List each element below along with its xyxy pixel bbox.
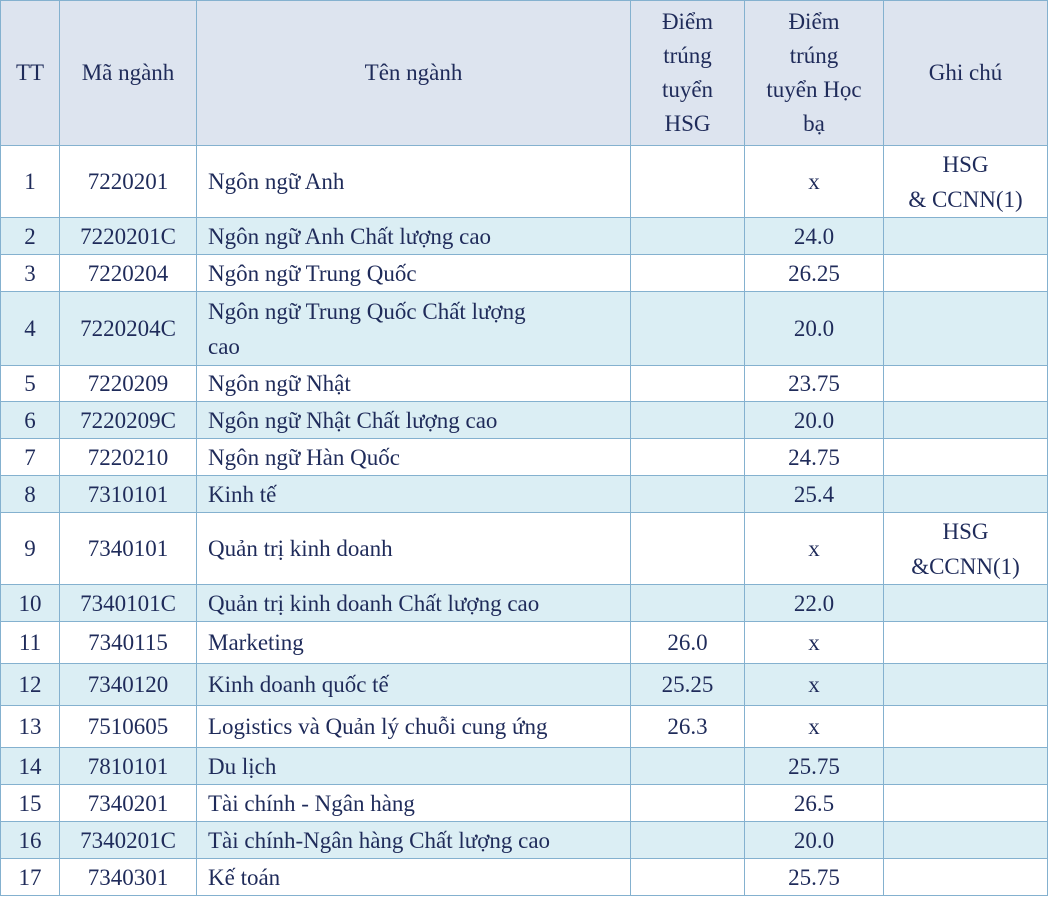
cell-hsg	[631, 255, 745, 292]
cell-note	[884, 146, 1048, 218]
cell-note	[884, 402, 1048, 439]
cell-name	[197, 822, 631, 859]
header-hocba	[745, 1, 884, 146]
cell-code: 7810101	[60, 748, 197, 785]
cell-hocba: 24.0	[745, 218, 884, 255]
header-name: Tên ngành	[197, 1, 631, 146]
cell-code: 7340201	[60, 785, 197, 822]
cell-name-line: Kinh doanh quốc tế	[208, 672, 389, 697]
cell-code: 7220201	[60, 146, 197, 218]
cell-hocba: 20.0	[745, 822, 884, 859]
table-row	[1, 622, 1048, 664]
header-hsg-line: Điểm	[661, 9, 714, 34]
cell-code: 7310101	[60, 476, 197, 513]
cell-code: 7220210	[60, 439, 197, 476]
cell-code: 7220209C	[60, 402, 197, 439]
header-code: Mã ngành	[60, 1, 197, 146]
table-row	[1, 785, 1048, 822]
header-note: Ghi chú	[884, 1, 1048, 146]
cell-hsg	[631, 366, 745, 402]
cell-name	[197, 476, 631, 513]
cell-name	[197, 402, 631, 439]
cell-note-line: HSG	[942, 518, 989, 544]
cell-name	[197, 585, 631, 622]
table-row	[1, 402, 1048, 439]
table-row	[1, 218, 1048, 255]
header-hsg-line: HSG	[664, 111, 711, 136]
cell-tt: 4	[1, 292, 60, 366]
cell-name-line: Kế toán	[208, 864, 281, 890]
cell-hocba: x	[745, 622, 884, 664]
cell-hocba: 25.4	[745, 476, 884, 513]
cell-note-line: & CCNN(1)	[908, 186, 1023, 212]
cell-tt: 11	[1, 622, 60, 664]
cell-note	[884, 822, 1048, 859]
cell-name	[197, 622, 631, 664]
cell-name-line: Tài chính - Ngân hàng	[208, 790, 415, 816]
header-hocba-line: trúng	[789, 43, 839, 68]
table-row	[1, 292, 1048, 366]
cell-hocba: x	[745, 664, 884, 706]
cell-name-line: Ngôn ngữ Trung Quốc Chất lượng	[208, 298, 526, 324]
cell-note	[884, 292, 1048, 366]
cell-tt: 14	[1, 748, 60, 785]
table-row	[1, 366, 1048, 402]
cell-note	[884, 706, 1048, 748]
cell-hsg: 26.0	[631, 622, 745, 664]
cell-hsg: 26.3	[631, 706, 745, 748]
cell-tt: 2	[1, 218, 60, 255]
cell-hocba: 26.5	[745, 785, 884, 822]
table-row	[1, 146, 1048, 218]
cell-code: 7340101C	[60, 585, 197, 622]
cell-tt: 1	[1, 146, 60, 218]
cell-hsg	[631, 402, 745, 439]
cell-name-line: Logistics và Quản lý chuỗi cung ứng	[208, 714, 548, 739]
cell-name	[197, 785, 631, 822]
cell-hocba: 24.75	[745, 439, 884, 476]
cell-note	[884, 664, 1048, 706]
cell-code: 7340301	[60, 859, 197, 896]
cell-hsg	[631, 785, 745, 822]
cell-tt: 7	[1, 439, 60, 476]
table-row	[1, 706, 1048, 748]
cell-code: 7510605	[60, 706, 197, 748]
cell-tt: 13	[1, 706, 60, 748]
cell-note	[884, 622, 1048, 664]
cell-name	[197, 146, 631, 218]
cell-hocba: 20.0	[745, 402, 884, 439]
table-row	[1, 513, 1048, 585]
header-tt: TT	[1, 1, 60, 146]
cell-code: 7340101	[60, 513, 197, 585]
cell-name-line: Quản trị kinh doanh Chất lượng cao	[208, 590, 540, 616]
cell-note-line: &CCNN(1)	[911, 553, 1020, 579]
cell-hsg: 25.25	[631, 664, 745, 706]
cell-hsg	[631, 859, 745, 896]
cell-tt: 9	[1, 513, 60, 585]
cell-hocba: x	[745, 146, 884, 218]
table-body	[1, 146, 1048, 896]
table-row	[1, 476, 1048, 513]
cell-hocba: 25.75	[745, 859, 884, 896]
table-row	[1, 585, 1048, 622]
cell-tt: 17	[1, 859, 60, 896]
cell-hsg	[631, 748, 745, 785]
cell-hocba: 20.0	[745, 292, 884, 366]
cell-note	[884, 748, 1048, 785]
cell-name-line: Kinh tế	[208, 481, 277, 507]
cell-name	[197, 218, 631, 255]
cell-hsg	[631, 822, 745, 859]
table-row	[1, 664, 1048, 706]
cell-code: 7220204C	[60, 292, 197, 366]
cell-tt: 15	[1, 785, 60, 822]
table-row	[1, 822, 1048, 859]
cell-note	[884, 476, 1048, 513]
cell-hsg	[631, 292, 745, 366]
cell-name-line: Ngôn ngữ Nhật Chất lượng cao	[208, 407, 498, 433]
cell-tt: 8	[1, 476, 60, 513]
cell-hocba: 26.25	[745, 255, 884, 292]
cell-hsg	[631, 513, 745, 585]
cell-code: 7340201C	[60, 822, 197, 859]
cell-hocba: 22.0	[745, 585, 884, 622]
cell-tt: 6	[1, 402, 60, 439]
cell-tt: 16	[1, 822, 60, 859]
cell-note	[884, 439, 1048, 476]
cell-name-line: Du lịch	[208, 753, 277, 779]
cell-name-line: Ngôn ngữ Hàn Quốc	[208, 444, 400, 470]
cell-hsg	[631, 439, 745, 476]
cell-hocba: 25.75	[745, 748, 884, 785]
cell-note	[884, 513, 1048, 585]
cell-name	[197, 748, 631, 785]
header-row	[1, 1, 1048, 146]
cell-hsg	[631, 476, 745, 513]
cell-name-line: Quản trị kinh doanh	[208, 536, 393, 561]
cell-name	[197, 706, 631, 748]
cell-tt: 5	[1, 366, 60, 402]
cell-note	[884, 785, 1048, 822]
table-row	[1, 439, 1048, 476]
cell-tt: 12	[1, 664, 60, 706]
cell-code: 7220209	[60, 366, 197, 402]
cell-note-line: HSG	[942, 151, 989, 177]
table-row	[1, 748, 1048, 785]
cell-hocba: 23.75	[745, 366, 884, 402]
cell-name-line: cao	[208, 333, 240, 359]
table-row	[1, 859, 1048, 896]
header-hocba-line: Điểm	[788, 9, 840, 34]
cell-name	[197, 513, 631, 585]
cell-code: 7340120	[60, 664, 197, 706]
cell-name	[197, 366, 631, 402]
cell-name-line: Marketing	[208, 630, 304, 655]
cell-name-line: Tài chính-Ngân hàng Chất lượng cao	[208, 827, 551, 853]
table-row	[1, 255, 1048, 292]
header-hocba-line: tuyển Học	[766, 77, 862, 102]
cell-note	[884, 255, 1048, 292]
cell-name	[197, 859, 631, 896]
cell-note	[884, 366, 1048, 402]
cell-hocba: x	[745, 706, 884, 748]
cell-hsg	[631, 585, 745, 622]
cell-tt: 3	[1, 255, 60, 292]
header-hsg-line: tuyển	[661, 77, 714, 102]
cell-note	[884, 585, 1048, 622]
cell-name	[197, 292, 631, 366]
cell-name-line: Ngôn ngữ Nhật	[208, 371, 351, 396]
cell-code: 7220201C	[60, 218, 197, 255]
cell-tt: 10	[1, 585, 60, 622]
cell-name	[197, 439, 631, 476]
header-hsg	[631, 1, 745, 146]
cell-note	[884, 859, 1048, 896]
cell-note	[884, 218, 1048, 255]
cell-hsg	[631, 218, 745, 255]
cell-code: 7220204	[60, 255, 197, 292]
cell-name	[197, 255, 631, 292]
header-hsg-line: trúng	[663, 43, 712, 68]
cell-name-line: Ngôn ngữ Trung Quốc	[208, 260, 417, 286]
cell-code: 7340115	[60, 622, 197, 664]
cell-name-line: Ngôn ngữ Anh	[208, 169, 345, 194]
cell-hocba: x	[745, 513, 884, 585]
header-hocba-line: bạ	[803, 111, 825, 136]
cell-name	[197, 664, 631, 706]
cell-hsg	[631, 146, 745, 218]
cell-name-line: Ngôn ngữ Anh Chất lượng cao	[208, 223, 492, 249]
